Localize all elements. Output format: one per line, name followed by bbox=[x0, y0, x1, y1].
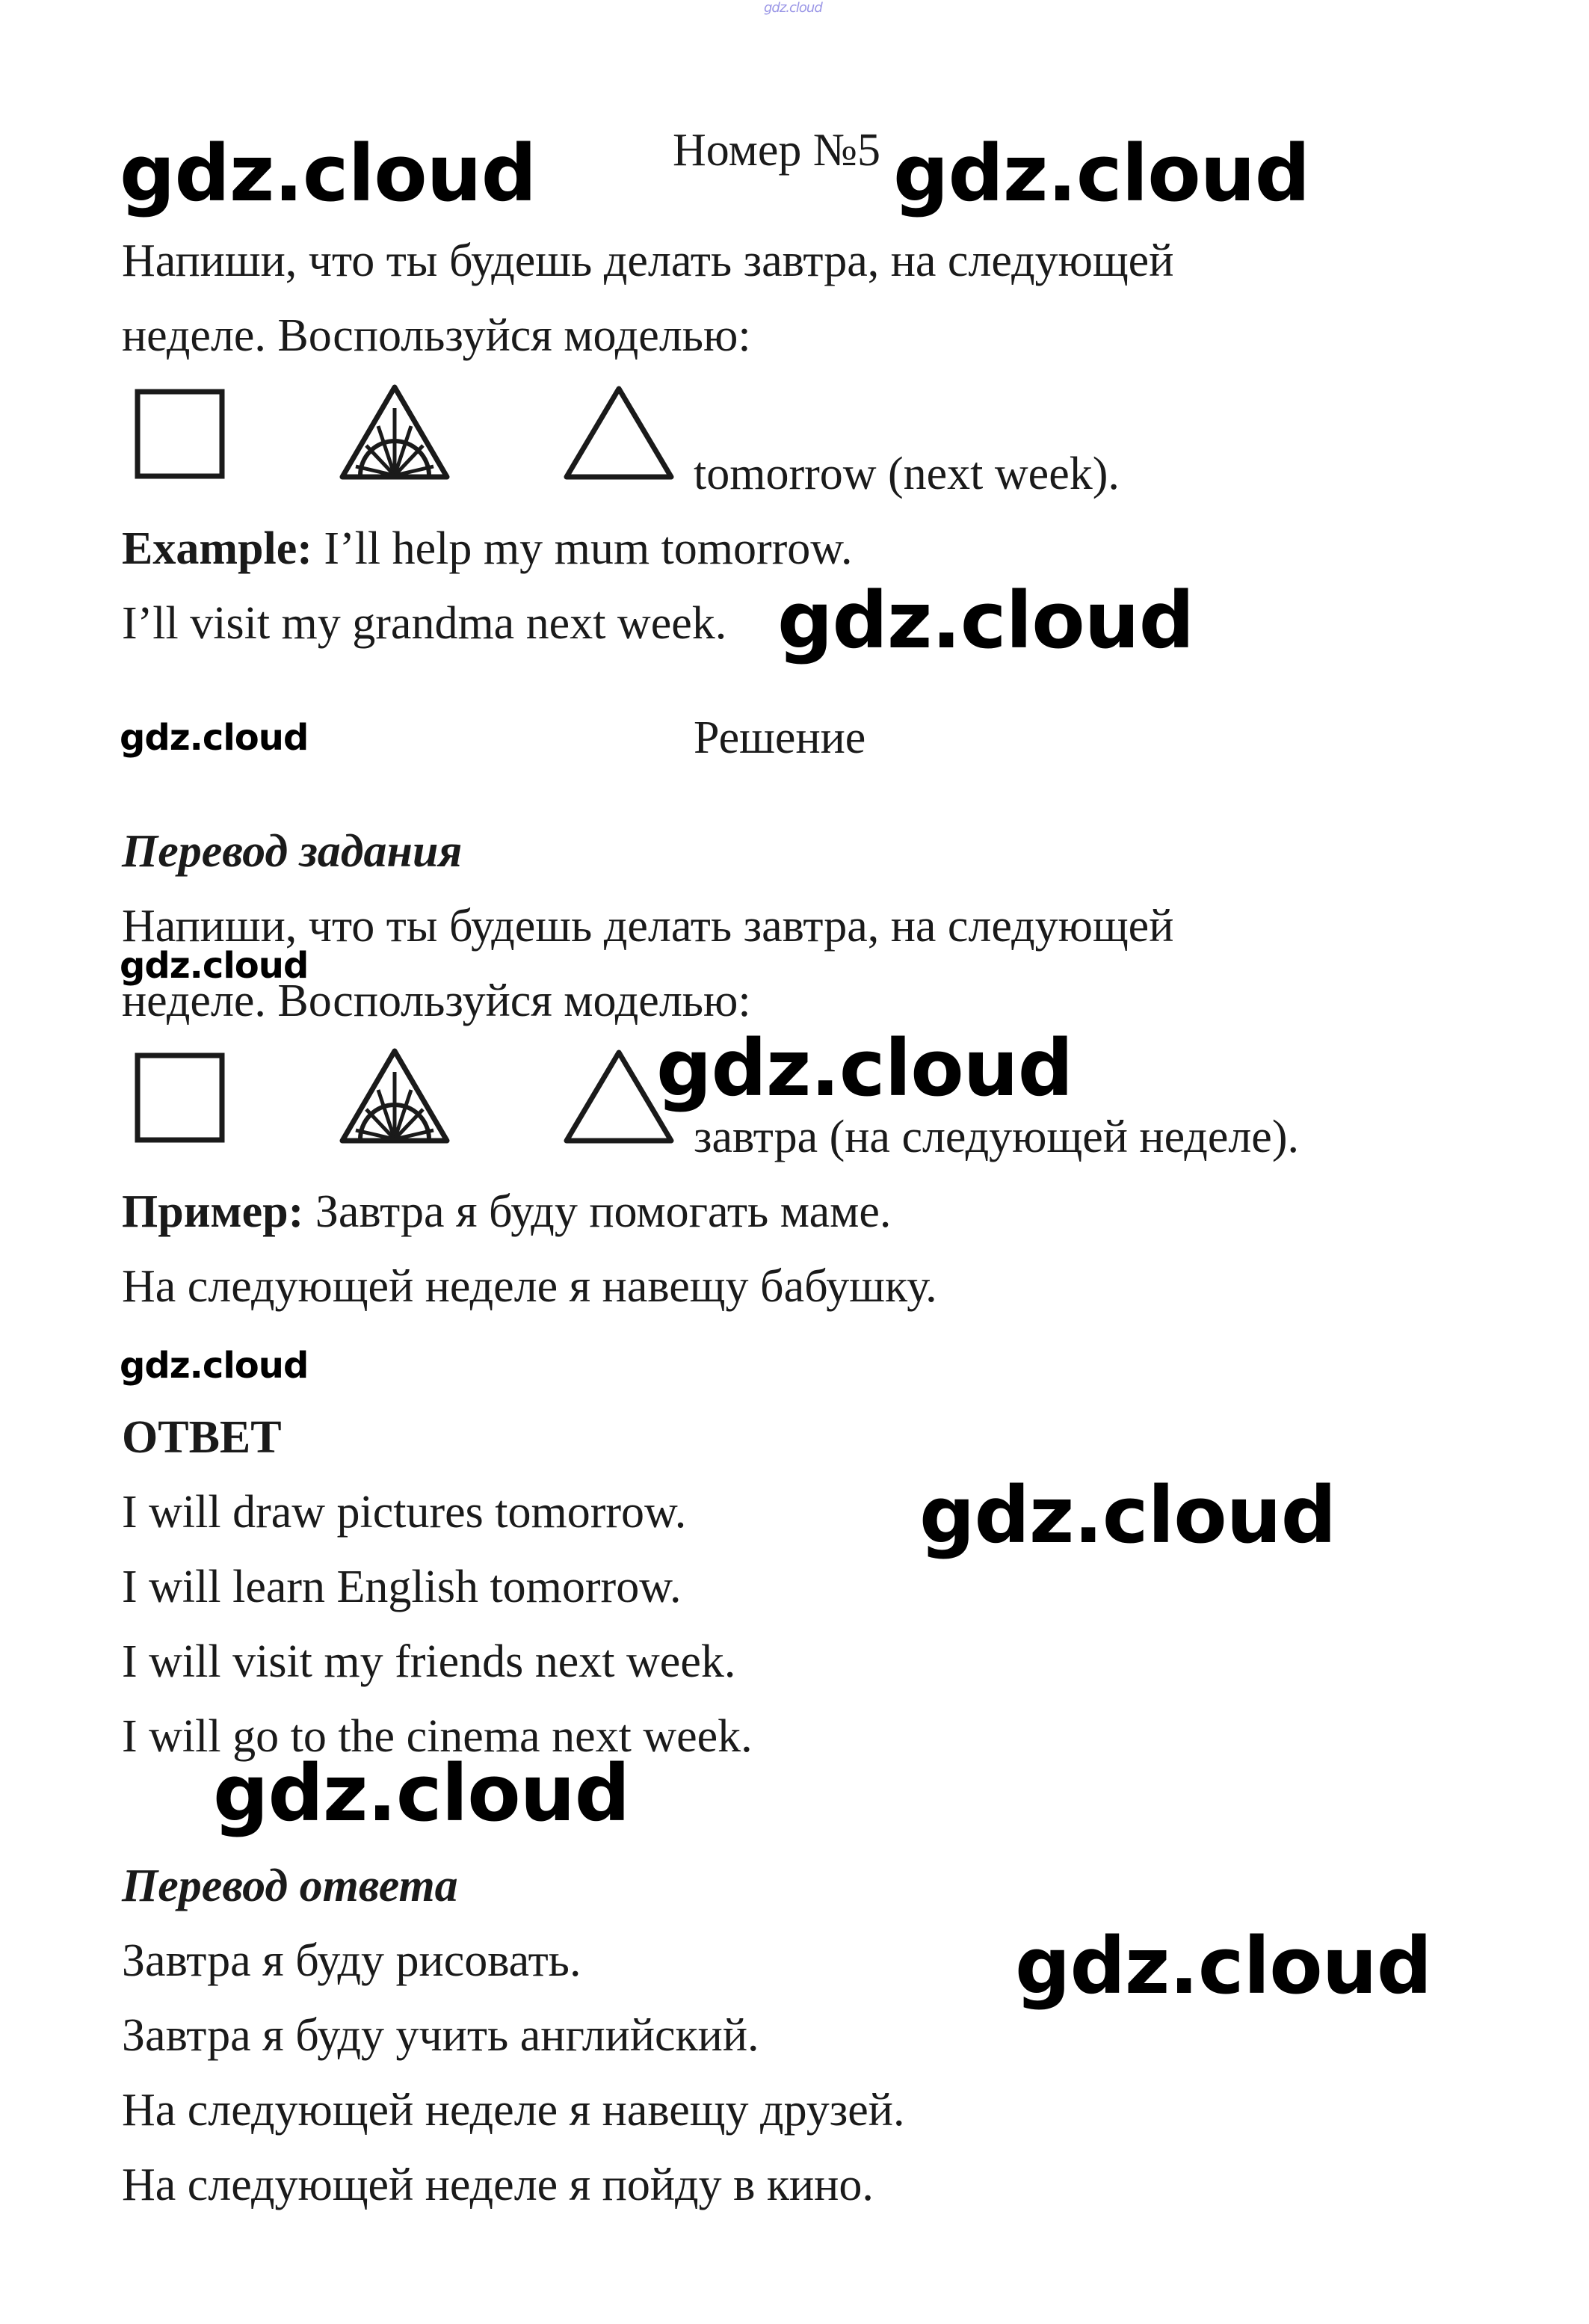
watermark: gdz.cloud bbox=[120, 128, 537, 219]
task-number: Номер №5 bbox=[673, 125, 881, 176]
model-text: tomorrow (next week). bbox=[694, 449, 1120, 499]
sun-triangle-icon bbox=[338, 383, 451, 481]
square-icon bbox=[133, 387, 226, 481]
sun-triangle-icon bbox=[338, 1047, 451, 1145]
answer-line: I will learn English tomorrow. bbox=[122, 1562, 682, 1612]
watermark: gdz.cloud bbox=[1015, 1920, 1432, 2012]
example-line2: I’ll visit my grandma next week. bbox=[122, 598, 727, 649]
answer-translation-line: Завтра я буду учить английский. bbox=[122, 2010, 759, 2061]
answer-translation-line: Завтра я буду рисовать. bbox=[122, 1935, 581, 1986]
example-ru-text: Завтра я буду помогать маме. bbox=[303, 1186, 892, 1237]
answer-line: I will go to the cinema next week. bbox=[122, 1711, 753, 1762]
task-translation-heading: Перевод задания bbox=[122, 826, 463, 877]
example-ru-line1 bbox=[122, 1186, 892, 1237]
example-text: I’ll help my mum tomorrow. bbox=[312, 523, 853, 574]
answer-line: I will visit my friends next week. bbox=[122, 1636, 736, 1687]
triangle-icon bbox=[562, 383, 676, 481]
solution-title: Решение bbox=[694, 712, 866, 763]
answer-line: I will draw pictures tomorrow. bbox=[122, 1487, 687, 1538]
watermark: gdz.cloud bbox=[120, 717, 309, 759]
watermark-top-tiny: gdz.cloud bbox=[764, 0, 822, 16]
task-instruction-line1: Напиши, что ты будешь делать завтра, на следующей bbox=[122, 235, 1174, 286]
watermark: gdz.cloud bbox=[893, 128, 1310, 219]
square-icon bbox=[133, 1051, 226, 1144]
task-instruction-line2: неделе. Воспользуйся моделью: bbox=[122, 310, 751, 361]
answer-translation-line: На следующей неделе я навещу друзей. bbox=[122, 2085, 905, 2136]
example-label: Example: bbox=[122, 523, 312, 574]
watermark: gdz.cloud bbox=[919, 1470, 1336, 1561]
example-line1 bbox=[122, 525, 853, 572]
example-ru-line2: На следующей неделе я навещу бабушку. bbox=[122, 1261, 937, 1312]
watermark: gdz.cloud bbox=[120, 1345, 309, 1387]
translation-line1: Напиши, что ты будешь делать завтра, на следующей bbox=[122, 901, 1174, 952]
answer-translation-heading: Перевод ответа bbox=[122, 1861, 458, 1911]
watermark: gdz.cloud bbox=[213, 1748, 630, 1839]
answer-heading: ОТВЕТ bbox=[122, 1412, 282, 1463]
translation-line2: неделе. Воспользуйся моделью: bbox=[122, 975, 751, 1026]
watermark: gdz.cloud bbox=[656, 1023, 1073, 1114]
answer-translation-line: На следующей неделе я пойду в кино. bbox=[122, 2160, 874, 2210]
watermark: gdz.cloud bbox=[120, 945, 309, 987]
model-text-ru: завтра (на следующей неделе). bbox=[694, 1112, 1299, 1162]
example-label-ru: Пример: bbox=[122, 1186, 304, 1237]
watermark: gdz.cloud bbox=[777, 575, 1194, 666]
